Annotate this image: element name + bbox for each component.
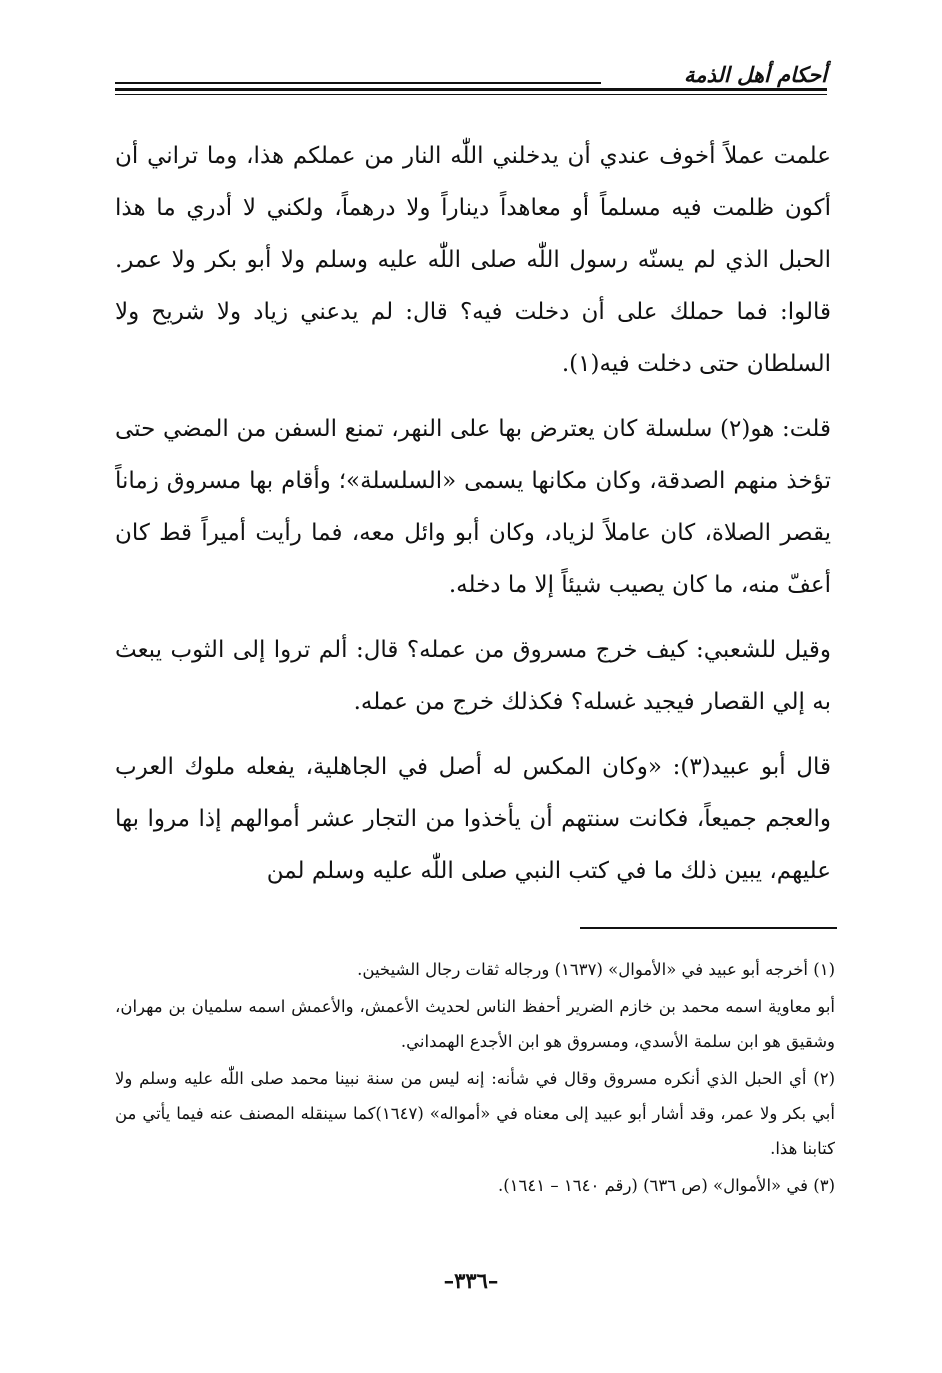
main-text [115,130,831,910]
page-number: –٣٣٦– [443,1268,499,1293]
running-header [115,62,827,102]
footnote-separator [580,927,837,929]
footnote-2: (٢) أي الحبل الذي أنكره مسروق وقال في شأنه: إنه ليس من سنة نبينا محمد صلى اللّٰه عليه وسلم ولا أبي بكر ولا عمر، وقد أشار أبو عبيد إلى معناه في «أمواله» (١٦٤٧)كما سينقله المصنف عنه فيما يأتي من كتابنا هذا. [115,1069,835,1158]
paragraph-4: قال أبو عبيد(٣): «وكان المكس له أصل في الجاهلية، يفعله ملوك العرب والعجم جميعاً، فكانت سنتهم أن يأخذوا من التجار عشر أموالهم إذا مروا بها عليهم، يبين ذلك ما في كتب النبي صلى اللّٰه عليه وسلم لمن [115,754,831,884]
footnote-1: (١) أخرجه أبو عبيد في «الأموال» (١٦٣٧) ورجاله ثقات رجال الشيخين. [357,960,835,979]
paragraph-3: وقيل للشعبي: كيف خرج مسروق من عمله؟ قال: ألم تروا إلى الثوب يبعث به إلي القصار فيجيد غسله؟ فكذلك خرج من عمله. [115,637,831,715]
header-title: أحكام أهل الذمة [683,62,827,87]
footnotes [115,952,835,1205]
footnote-3: (٣) في «الأموال» (ص ٦٣٦) (رقم ١٦٤٠ – ١٦٤١). [497,1176,835,1195]
header-rule-thin [115,94,827,95]
footnote-1-continued: أبو معاوية اسمه محمد بن خازم الضرير أحفظ الناس لحديث الأعمش، والأعمش اسمه سلميان بن مهران، وشقيق هو ابن سلمة الأسدي، ومسروق هو ابن الأجدع الهمداني. [115,997,835,1051]
paragraph-1: علمت عملاً أخوف عندي أن يدخلني اللّٰه النار من عملكم هذا، وما تراني أن أكون ظلمت فيه مسلماً أو معاهداً ديناراً ولا درهماً، ولكني لا أدري ما هذا الحبل الذي لم يسنّه رسول اللّٰه صلى اللّٰه عليه وسلم ولا أبو بكر ولا عمر. قالوا: فما حملك على أن دخلت فيه؟ قال: لم يدعني زياد ولا شريح ولا السلطان حتى دخلت فيه(١). [115,143,831,377]
paragraph-2: قلت: هو(٢) سلسلة كان يعترض بها على النهر، تمنع السفن من المضي حتى تؤخذ منهم الصدقة، وكان مكانها يسمى «السلسلة»؛ وأقام بها مسروق زماناً يقصر الصلاة، كان عاملاً لزياد، وكان أبو وائل معه، فما رأيت أميراً قط كان أعفّ منه، ما كان يصيب شيئاً إلا ما دخله. [115,416,831,598]
header-rule-short [115,82,601,84]
header-rule-thick [115,88,827,91]
